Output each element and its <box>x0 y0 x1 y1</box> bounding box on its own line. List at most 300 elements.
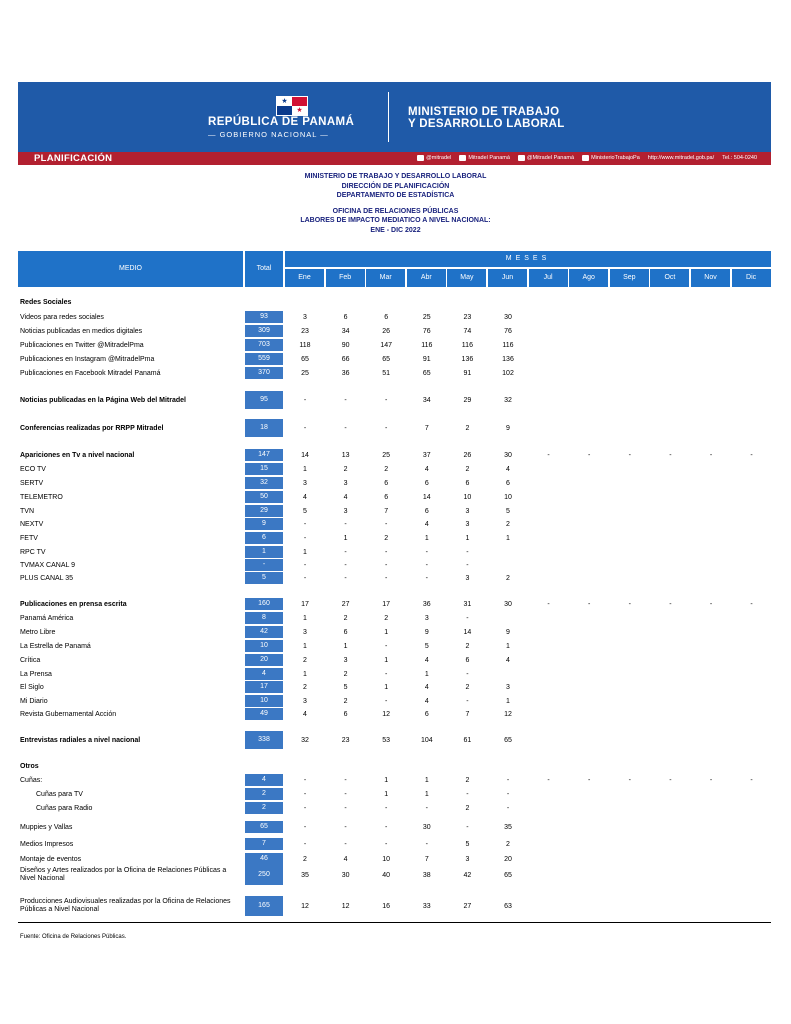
row-label: PLUS CANAL 35 <box>20 575 74 582</box>
heading-direction: DIRECCIÓN DE PLANIFICACIÓN <box>341 182 450 190</box>
row-label: Cuñas: <box>20 777 43 784</box>
row-total: 42 <box>245 626 283 638</box>
row-total: 370 <box>245 367 283 379</box>
report-headings <box>0 172 791 235</box>
row-total: 65 <box>245 821 283 833</box>
website-link[interactable]: http://www.mitradel.gob.pa/ <box>647 155 715 161</box>
cell-jun: 30 <box>504 452 512 459</box>
cell-ene: 4 <box>303 711 307 718</box>
row-label: Crítica <box>20 657 41 664</box>
row-total: 703 <box>245 339 283 351</box>
row-label: Publicaciones en Instagram @MitradelPma <box>20 356 155 363</box>
cell-ene: - <box>303 562 307 569</box>
cell-ene: 25 <box>301 370 309 377</box>
cell-jun: 5 <box>506 508 510 515</box>
cell-may: - <box>466 791 469 798</box>
cell-feb: - <box>344 397 347 404</box>
cell-feb: 66 <box>341 356 350 363</box>
cell-mar: 1 <box>384 777 389 784</box>
cell-feb: 12 <box>341 903 350 910</box>
cell-ene: - <box>303 777 307 784</box>
month-header-may: May <box>447 269 486 287</box>
row-label: FETV <box>20 535 38 542</box>
cell-ago: - <box>588 452 591 459</box>
month-header-jul: Jul <box>529 269 568 287</box>
row-total: 7 <box>245 838 283 850</box>
cell-ene: - <box>303 805 307 812</box>
row-label: Revista Gubernamental Acción <box>20 711 117 718</box>
cell-ago: - <box>588 777 591 784</box>
row-total: 18 <box>245 419 283 437</box>
cell-feb: - <box>344 805 347 812</box>
cell-mar: 26 <box>382 328 391 335</box>
cell-may: 10 <box>463 494 472 501</box>
cell-ene: 2 <box>303 657 307 664</box>
cell-feb: 13 <box>341 452 350 459</box>
cell-feb: - <box>344 841 347 848</box>
cell-may: 14 <box>463 629 472 636</box>
cell-abr: 116 <box>421 342 433 349</box>
cell-abr: - <box>425 841 428 848</box>
cell-ene: 1 <box>303 466 307 473</box>
cell-sep: - <box>628 452 631 459</box>
cell-feb: 2 <box>343 698 348 705</box>
cell-jun: 102 <box>502 370 514 377</box>
row-total: 10 <box>245 695 283 707</box>
facebook-link[interactable]: Mitradel Panamá <box>459 152 510 165</box>
cell-feb: - <box>344 562 347 569</box>
row-total: 46 <box>245 853 283 865</box>
cell-abr: 1 <box>424 777 429 784</box>
cell-abr: 3 <box>424 615 429 622</box>
cell-abr: 4 <box>424 698 429 705</box>
heading-office: OFICINA DE RELACIONES PÚBLICAS <box>332 207 459 215</box>
row-label: Muppies y Vallas <box>20 824 73 831</box>
cell-ene: 17 <box>301 601 309 608</box>
cell-jun: 1 <box>506 535 510 542</box>
row-total: 1 <box>245 546 283 558</box>
cell-feb: 2 <box>343 615 348 622</box>
cell-abr: 33 <box>422 903 431 910</box>
heading-period: ENE - DIC 2022 <box>370 226 421 234</box>
cell-jun: - <box>506 805 510 812</box>
cell-abr: 25 <box>422 314 431 321</box>
ministry-line-1: MINISTERIO DE TRABAJO <box>408 106 560 118</box>
cell-may: 61 <box>463 737 472 744</box>
cell-nov: - <box>709 452 713 459</box>
cell-ene: 3 <box>303 698 307 705</box>
cell-mar: 6 <box>384 480 389 487</box>
row-label: Producciones Audiovisuales realizadas por la Oficina de Relaciones Públicas a Nivel Nacional <box>20 898 231 913</box>
cell-ene: - <box>303 535 307 542</box>
cell-oct: - <box>669 777 672 784</box>
twitter-link[interactable]: @mitradel <box>417 152 451 165</box>
row-label: Diseños y Artes realizados por la Oficina de Relaciones Públicas a Nivel Nacional <box>20 867 227 882</box>
month-header-ago: Ago <box>569 269 608 287</box>
cell-feb: - <box>344 425 347 432</box>
row-label: SERTV <box>20 480 44 487</box>
cell-mar: - <box>385 397 388 404</box>
instagram-link[interactable]: @Mitradel Panamá <box>518 152 574 165</box>
cell-jun: 6 <box>506 480 510 487</box>
cell-jun: 30 <box>504 601 512 608</box>
cell-jun: 3 <box>506 684 510 691</box>
cell-jun: 76 <box>504 328 512 335</box>
column-header-total: Total <box>245 251 283 287</box>
cell-abr: 6 <box>424 480 429 487</box>
cell-may: 2 <box>465 777 470 784</box>
cell-ene: 118 <box>299 342 311 349</box>
cell-abr: 1 <box>424 791 429 798</box>
cell-may: 3 <box>465 575 470 582</box>
cell-feb: 5 <box>343 684 348 691</box>
cell-feb: 1 <box>343 535 348 542</box>
month-header-nov: Nov <box>691 269 730 287</box>
cell-mar: - <box>385 805 388 812</box>
row-label: Cuñas para Radio <box>36 805 93 812</box>
cell-may: 7 <box>465 711 470 718</box>
cell-jun: 9 <box>506 629 510 636</box>
cell-feb: - <box>344 575 347 582</box>
phone-number: Tel.: 504-0240 <box>722 155 757 161</box>
cell-jun: 63 <box>504 903 512 910</box>
cell-mar: 2 <box>384 535 389 542</box>
row-total: 6 <box>245 532 283 544</box>
cell-mar: - <box>385 562 388 569</box>
cell-may: 91 <box>463 370 472 377</box>
cell-oct: - <box>669 601 672 608</box>
cell-may: 26 <box>463 452 472 459</box>
cell-feb: 27 <box>341 601 350 608</box>
cell-abr: 65 <box>422 370 431 377</box>
cell-feb: 6 <box>343 629 348 636</box>
cell-jun: 4 <box>506 657 510 664</box>
cell-abr: 1 <box>424 535 429 542</box>
source-note: Fuente: Oficina de Relaciones Públicas. <box>20 934 127 940</box>
cell-abr: 14 <box>422 494 431 501</box>
cell-ene: - <box>303 521 307 528</box>
cell-may: - <box>466 671 469 678</box>
cell-feb: 6 <box>343 314 348 321</box>
cell-may: 3 <box>465 856 470 863</box>
cell-jun: 2 <box>506 521 510 528</box>
cell-ago: - <box>588 601 591 608</box>
month-header-ene: Ene <box>285 269 324 287</box>
cell-jun: 65 <box>504 872 512 879</box>
cell-feb: 4 <box>343 494 348 501</box>
youtube-icon <box>582 155 589 161</box>
cell-nov: - <box>709 777 713 784</box>
row-label: NEXTV <box>20 521 44 528</box>
cell-mar: - <box>385 671 388 678</box>
cell-abr: 37 <box>422 452 431 459</box>
cell-ene: 3 <box>303 314 307 321</box>
cell-jun: 35 <box>504 824 512 831</box>
cell-may: - <box>466 562 469 569</box>
cell-mar: 65 <box>382 356 391 363</box>
cell-abr: 91 <box>422 356 431 363</box>
cell-feb: - <box>344 824 347 831</box>
cell-mar: 1 <box>384 791 389 798</box>
cell-sep: - <box>628 601 631 608</box>
row-total: 15 <box>245 463 283 475</box>
heading-report-title: LABORES DE IMPACTO MEDIATICO A NIVEL NACIONAL: <box>300 217 491 224</box>
row-label: Videos para redes sociales <box>20 314 104 321</box>
row-total: 338 <box>245 731 283 749</box>
cell-abr: - <box>425 549 428 556</box>
cell-mar: 10 <box>382 856 391 863</box>
row-label: Apariciones en Tv a nivel nacional <box>20 452 135 459</box>
cell-jun: - <box>506 777 510 784</box>
cell-abr: 5 <box>424 643 429 650</box>
row-label: Cuñas para TV <box>36 791 83 798</box>
cell-mar: 25 <box>382 452 391 459</box>
cell-ene: - <box>303 791 307 798</box>
heading-ministry: MINISTERIO DE TRABAJO Y DESARROLLO LABORAL <box>304 173 487 180</box>
cell-jul: - <box>547 777 550 784</box>
row-total: 32 <box>245 477 283 489</box>
cell-abr: 9 <box>424 629 429 636</box>
row-label: Noticias publicadas en medios digitales <box>20 328 143 335</box>
cell-jul: - <box>547 601 550 608</box>
row-total: 160 <box>245 598 283 610</box>
cell-mar: 1 <box>384 657 389 664</box>
cell-feb: - <box>344 521 347 528</box>
cell-may: 3 <box>465 508 470 515</box>
row-total: 147 <box>245 449 283 461</box>
cell-abr: 34 <box>422 397 431 404</box>
column-header-medio: MEDIO <box>18 251 243 287</box>
cell-jun: 30 <box>504 314 512 321</box>
cell-mar: - <box>385 521 388 528</box>
cell-ene: 3 <box>303 480 307 487</box>
cell-feb: 2 <box>343 466 348 473</box>
cell-ene: - <box>303 841 307 848</box>
row-label: Conferencias realizadas por RRPP Mitradel <box>20 425 164 432</box>
cell-jun: 20 <box>504 856 512 863</box>
row-label: Metro Libre <box>20 629 56 636</box>
row-label: Noticias publicadas en la Página Web del Mitradel <box>20 397 186 404</box>
row-label: Publicaciones en Facebook Mitradel Panamá <box>20 370 161 377</box>
row-label: Panamá América <box>20 615 74 622</box>
cell-may: - <box>466 824 469 831</box>
cell-ene: 3 <box>303 629 307 636</box>
banner-divider <box>388 92 389 142</box>
cell-mar: 1 <box>384 684 389 691</box>
row-total: 2 <box>245 802 283 814</box>
row-total: 8 <box>245 612 283 624</box>
cell-ene: - <box>303 425 307 432</box>
cell-ene: 65 <box>301 356 309 363</box>
cell-may: 116 <box>461 342 473 349</box>
government-name: REPÚBLICA DE PANAMÁ <box>208 116 355 128</box>
row-total: 4 <box>245 668 283 680</box>
row-total: 165 <box>245 896 283 916</box>
instagram-icon <box>518 155 525 161</box>
cell-ene: 1 <box>303 671 307 678</box>
section-strip <box>18 152 771 165</box>
row-label: Medios Impresos <box>20 841 74 848</box>
cell-may: - <box>466 549 469 556</box>
cell-mar: - <box>385 575 388 582</box>
row-label: TVMAX CANAL 9 <box>20 562 75 569</box>
cell-mar: - <box>385 643 388 650</box>
cell-dic: - <box>750 601 753 608</box>
row-label: RPC TV <box>20 549 46 556</box>
cell-dic: - <box>750 777 753 784</box>
cell-jun: 4 <box>506 466 510 473</box>
cell-mar: - <box>385 425 388 432</box>
cell-abr: 4 <box>424 521 429 528</box>
month-header-dic: Dic <box>732 269 771 287</box>
cell-feb: 34 <box>341 328 350 335</box>
cell-mar: - <box>385 549 388 556</box>
row-label: Mi Diario <box>20 698 48 705</box>
cell-feb: 30 <box>341 872 350 879</box>
cell-ene: 2 <box>303 684 307 691</box>
cell-jun: 9 <box>506 425 510 432</box>
cell-mar: 1 <box>384 629 389 636</box>
cell-feb: - <box>344 791 347 798</box>
header-banner <box>18 82 771 152</box>
cell-ene: 2 <box>303 856 307 863</box>
cell-may: 1 <box>465 535 470 542</box>
cell-ene: 1 <box>303 549 307 556</box>
row-label: La Prensa <box>20 671 52 678</box>
row-total: 10 <box>245 640 283 652</box>
cell-feb: 36 <box>341 370 350 377</box>
row-label: Entrevistas radiales a nivel nacional <box>20 737 141 744</box>
cell-jun: 12 <box>504 711 512 718</box>
section-label: PLANIFICACIÓN <box>34 153 113 164</box>
cell-ene: 5 <box>303 508 307 515</box>
cell-feb: 2 <box>343 671 348 678</box>
row-label: Publicaciones en prensa escrita <box>20 601 127 608</box>
cell-feb: 90 <box>341 342 350 349</box>
cell-mar: 16 <box>382 903 391 910</box>
cell-abr: 6 <box>424 711 429 718</box>
cell-ene: 4 <box>303 494 307 501</box>
cell-ene: 12 <box>301 903 309 910</box>
cell-mar: 2 <box>384 615 389 622</box>
row-total: 29 <box>245 505 283 517</box>
month-header-oct: Oct <box>650 269 689 287</box>
cell-abr: 38 <box>422 872 431 879</box>
heading-department: DEPARTAMENTO DE ESTADÍSTICA <box>336 192 455 199</box>
cell-mar: - <box>385 824 388 831</box>
cell-jun: 116 <box>502 342 514 349</box>
column-header-meses: MESES <box>285 251 771 267</box>
cell-mar: - <box>385 698 388 705</box>
cell-jun: 2 <box>506 841 510 848</box>
cell-mar: 40 <box>382 872 391 879</box>
month-header-mar: Mar <box>366 269 405 287</box>
row-total: 2 <box>245 788 283 800</box>
cell-abr: 6 <box>424 508 429 515</box>
row-total: 49 <box>245 708 283 720</box>
cell-ene: - <box>303 575 307 582</box>
table-bottom-rule <box>18 922 771 923</box>
row-total: 20 <box>245 654 283 666</box>
cell-jun: 136 <box>502 356 514 363</box>
cell-feb: 4 <box>343 856 348 863</box>
cell-jun: 32 <box>504 397 512 404</box>
cell-may: 31 <box>463 601 472 608</box>
cell-feb: 1 <box>343 643 348 650</box>
row-label: Montaje de eventos <box>20 856 82 863</box>
cell-jul: - <box>547 452 550 459</box>
cell-mar: 147 <box>380 342 393 349</box>
row-total: 9 <box>245 518 283 530</box>
cell-jun: 2 <box>506 575 510 582</box>
cell-abr: - <box>425 575 428 582</box>
cell-may: - <box>466 698 469 705</box>
row-total: 93 <box>245 311 283 323</box>
row-label: ECO TV <box>20 466 46 473</box>
ministry-line-2: Y DESARROLLO LABORAL <box>408 118 565 130</box>
cell-may: 29 <box>463 397 472 404</box>
row-total: 250 <box>245 865 283 885</box>
cell-abr: 30 <box>422 824 431 831</box>
cell-abr: 4 <box>424 657 429 664</box>
row-total: 559 <box>245 353 283 365</box>
cell-may: 42 <box>463 872 472 879</box>
social-links <box>417 152 757 165</box>
row-label: El Siglo <box>20 684 44 691</box>
cell-abr: 4 <box>424 466 429 473</box>
cell-feb: 3 <box>343 508 348 515</box>
month-header-sep: Sep <box>610 269 649 287</box>
cell-mar: 6 <box>384 314 389 321</box>
cell-feb: 6 <box>343 711 348 718</box>
row-label: TVN <box>20 508 34 515</box>
cell-ene: 32 <box>301 737 309 744</box>
row-label: TELEMETRO <box>20 494 63 501</box>
row-label: Otros <box>20 763 39 770</box>
cell-abr: 104 <box>420 737 433 744</box>
cell-abr: 7 <box>424 425 429 432</box>
youtube-link[interactable]: MinisterioTrabajoPa <box>582 152 640 165</box>
cell-ene: - <box>303 824 307 831</box>
cell-abr: 7 <box>424 856 429 863</box>
cell-may: 3 <box>465 521 470 528</box>
cell-ene: 1 <box>303 643 307 650</box>
cell-oct: - <box>669 452 672 459</box>
ministry-name <box>408 106 565 130</box>
cell-may: 2 <box>465 805 470 812</box>
cell-mar: 51 <box>382 370 391 377</box>
cell-jun: 65 <box>504 737 512 744</box>
cell-jun: 10 <box>504 494 512 501</box>
cell-ene: 1 <box>303 615 307 622</box>
government-subtitle: — GOBIERNO NACIONAL — <box>208 130 329 139</box>
cell-ene: 23 <box>301 328 309 335</box>
cell-may: 136 <box>461 356 474 363</box>
cell-abr: 76 <box>422 328 431 335</box>
cell-feb: - <box>344 777 347 784</box>
cell-mar: - <box>385 841 388 848</box>
cell-may: - <box>466 615 469 622</box>
row-label: Redes Sociales <box>20 299 72 306</box>
cell-ene: 35 <box>301 872 309 879</box>
cell-sep: - <box>628 777 631 784</box>
row-total: 95 <box>245 391 283 409</box>
cell-abr: 36 <box>422 601 431 608</box>
cell-jun: - <box>506 791 510 798</box>
cell-feb: - <box>344 549 347 556</box>
cell-may: 2 <box>465 466 470 473</box>
cell-ene: 14 <box>301 452 309 459</box>
